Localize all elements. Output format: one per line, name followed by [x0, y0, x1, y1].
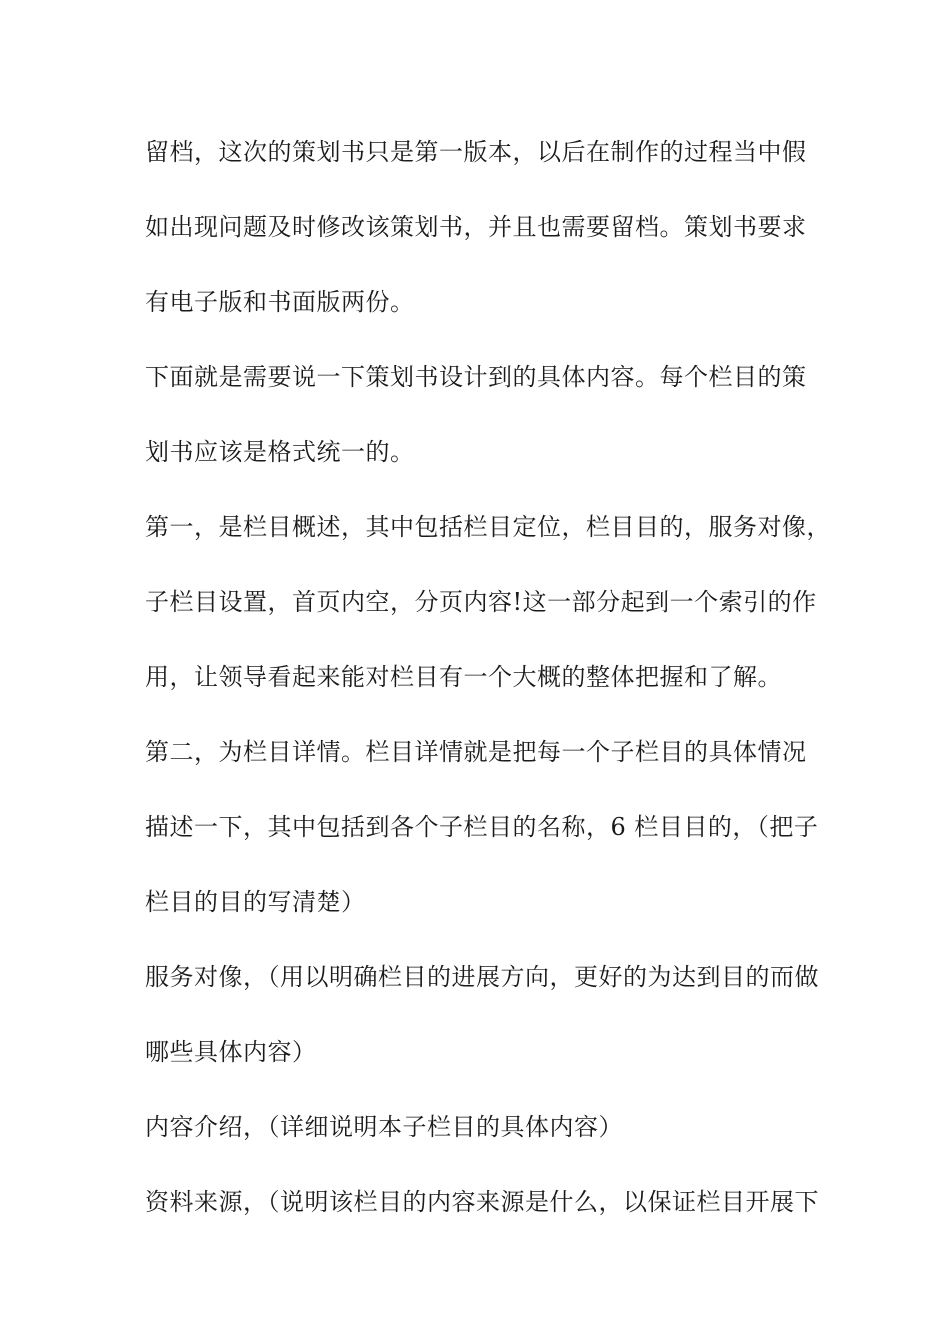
paragraph-line: 划书应该是格式统一的。 [145, 438, 415, 466]
paragraph-line: 下面就是需要说一下策划书设计到的具体内容。每个栏目的策 [145, 363, 807, 391]
paragraph-line: 有电子版和书面版两份。 [145, 288, 415, 316]
paragraph-line: 用，让领导看起来能对栏目有一个大概的整体把握和了解。 [145, 663, 782, 691]
paragraph-line: 栏目的目的写清楚） [145, 888, 366, 916]
paragraph-line: 子栏目设置，首页内空，分页内容!这一部分起到一个索引的作 [145, 588, 817, 616]
paragraph-line: 服务对像，（用以明确栏目的进展方向，更好的为达到目的而做 [145, 963, 819, 991]
paragraph-line: 第一，是栏目概述，其中包括栏目定位，栏目目的，服务对像， [145, 513, 831, 541]
paragraph-line: 哪些具体内容） [145, 1038, 317, 1066]
paragraph-line: 如出现问题及时修改该策划书，并且也需要留档。策划书要求 [145, 213, 807, 241]
paragraph-line: 资料来源，（说明该栏目的内容来源是什么，以保证栏目开展下 [145, 1188, 819, 1216]
paragraph-line: 描述一下，其中包括到各个子栏目的名称，6 栏目目的，（把子 [145, 813, 819, 841]
paragraph-line: 内容介绍，（详细说明本子栏目的具体内容） [145, 1113, 623, 1141]
paragraph-line: 留档，这次的策划书只是第一版本，以后在制作的过程当中假 [145, 138, 807, 166]
paragraph-line: 第二，为栏目详情。栏目详情就是把每一个子栏目的具体情况 [145, 738, 807, 766]
